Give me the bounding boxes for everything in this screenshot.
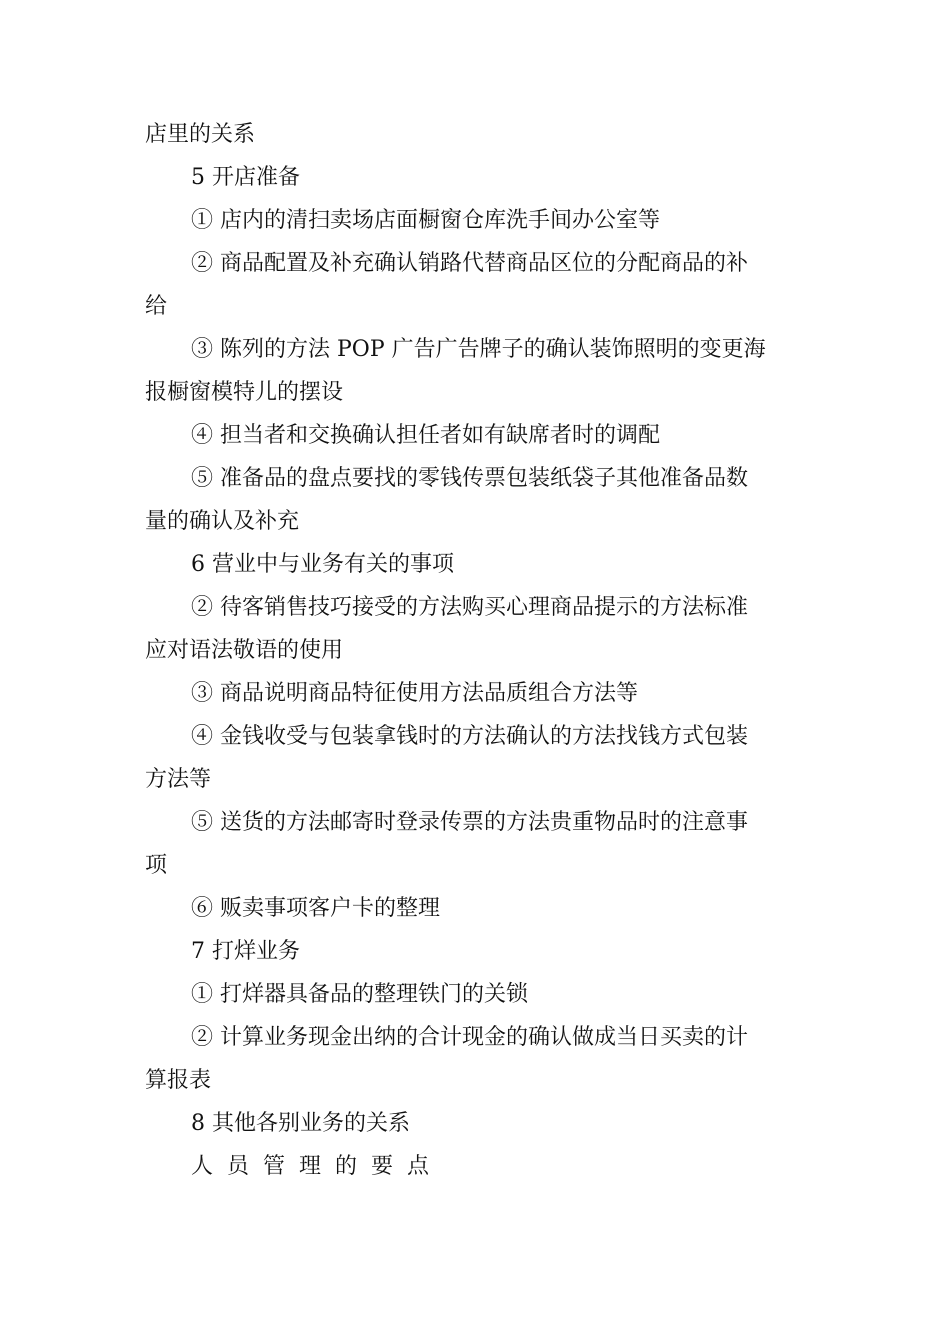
- section-heading: 5 开店准备: [191, 165, 300, 190]
- list-item: ⑤ 送货的方法邮寄时登录传票的方法贵重物品时的注意事: [191, 810, 748, 835]
- list-item-continuation: 报橱窗模特儿的摆设: [145, 380, 344, 405]
- list-item-continuation: 应对语法敬语的使用: [145, 638, 344, 663]
- list-item-continuation: 项: [145, 853, 168, 878]
- list-item: ② 计算业务现金出纳的合计现金的确认做成当日买卖的计: [191, 1025, 748, 1050]
- section-heading: 8 其他各别业务的关系: [191, 1111, 410, 1136]
- section-title: 人员管理的要点: [191, 1154, 444, 1179]
- list-item: ③ 商品说明商品特征使用方法品质组合方法等: [191, 681, 638, 706]
- list-item: ④ 担当者和交换确认担任者如有缺席者时的调配: [191, 423, 660, 448]
- list-item: ③ 陈列的方法 POP 广告广告牌子的确认装饰照明的变更海: [191, 337, 766, 362]
- list-item: ⑥ 贩卖事项客户卡的整理: [191, 896, 440, 921]
- list-item: ② 待客销售技巧接受的方法购买心理商品提示的方法标准: [191, 595, 748, 620]
- list-item-continuation: 方法等: [145, 767, 212, 792]
- document-body: [145, 113, 810, 1188]
- list-item: ① 店内的清扫卖场店面橱窗仓库洗手间办公室等: [191, 208, 660, 233]
- section-heading: 7 打烊业务: [191, 939, 300, 964]
- list-item: ⑤ 准备品的盘点要找的零钱传票包装纸袋子其他准备品数: [191, 466, 748, 491]
- list-item-continuation: 量的确认及补充: [145, 509, 300, 534]
- list-item: ④ 金钱收受与包装拿钱时的方法确认的方法找钱方式包装: [191, 724, 748, 749]
- list-item-continuation: 给: [145, 294, 168, 319]
- list-item: ① 打烊器具备品的整理铁门的关锁: [191, 982, 528, 1007]
- section-heading: 6 营业中与业务有关的事项: [191, 552, 454, 577]
- list-item-continuation: 算报表: [145, 1068, 212, 1093]
- text-line: 店里的关系: [145, 122, 256, 147]
- list-item: ② 商品配置及补充确认销路代替商品区位的分配商品的补: [191, 251, 748, 276]
